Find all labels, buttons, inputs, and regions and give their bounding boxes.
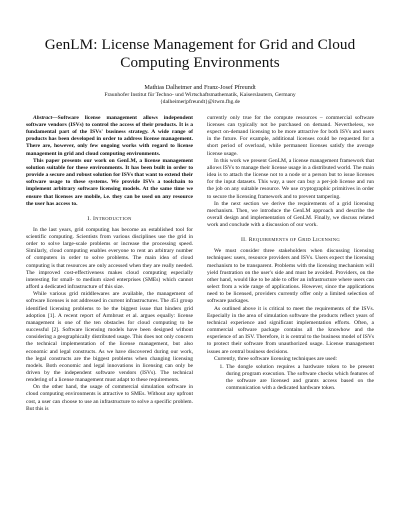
intro-paragraph-6: In the next section we derive the requirements of a grid licensing mechanism. Then, we introduce the GenLM approach and describe the overall design and implementation of GenLM. Finally, we discuss related work and conclude with a discussion of our work. <box>207 200 374 229</box>
intro-paragraph-3: On the other hand, the usage of commercial simulation software in cloud computing environments is attractive to SMEs. Without any upfront cost, a user can choose to use an infrastructure to solve a specific problem. But this is <box>26 384 193 412</box>
abstract-lead: Abstract <box>33 114 53 121</box>
paper-authors: Mathias Dalheimer and Franz-Josef Pfreundt <box>144 84 256 91</box>
two-column-body <box>26 115 374 413</box>
intro-paragraph-4: currently only true for the compute resources – commercial software licenses can typically not be purchased on demand. Nevertheless, we expect on-demand licensing to be more attractive for both ISVs and users in the future. For example, additional licenses could be requested for a short period of overload, while permanent licenses satisfy the average license usage. <box>207 114 374 157</box>
intro-paragraph-2: While various grid middlewares are available, the management of software licenses is not addressed in current infrastructures. The 451 group identified licensing problems to be the biggest issue that hinders grid adoption [1]. A recent report of Armbrust et al. argues equally: license management is one of the ten obstacles for cloud computing to be successful [2]. Software licensing models have been designed without considering a geographically distributed usage. This does not only concern the technical implementation of the license management, but also economic and legal constructs. As we have discovered during our work, the legal constructs are the biggest problems when changing licensing models. Both economic and legal innovations in licensing can only be driven by the independent software vendors (ISVs). The technical rendering of a license management must adapt to these requirements. <box>26 291 193 384</box>
paper-title: GenLM: License Management for Grid and Cloud Computing Environments <box>44 36 356 71</box>
paper-affiliation: Fraunhofer Institut für Techno- und Wirtschaftsmathematik, Kaiserslautern, Germany <box>104 92 296 98</box>
requirements-paragraph-2: As outlined above it is critical to meet the requirements of the ISVs. Especially in the area of simulation software the products reflect years of technical experience and significant implementation efforts. Often, a commercial software package contains all the knowhow and the experience of an ISV. Therefore, it is central to the business model of ISVs to protect their software from unauthorized usage. License management issues are central business decisions. <box>207 305 374 355</box>
abstract-text: —Software license management allows independent software vendors (ISVs) to control the access of their products. It is a fundamental part of the ISVs' business strategy. A wide range of products has been developed in order to address license management. There are, however, only few ongoing works with regard to license management in grid and cloud computing environments. <box>26 114 193 157</box>
intro-paragraph-1: In the last years, grid computing has become an established tool for scientific computing. Scientists from various disciplines use the grid in order to solve large-scale problems or increase the processing speed. Similarly, cloud computing enables everyone to rent an arbitrary number of computers in order to solve problems. The main idea of cloud computing is that resources are only accessed when they are really needed. The improved cost-effectiveness makes cloud computing especially interesting for small- to medium sized enterprises (SMEs) which cannot afford a dedicated infrastructure of this size. <box>26 226 193 291</box>
intro-paragraph-5: In this work we present GenLM, a license management framework that allows ISVs to manage their license usage in a distributed world. The main idea is to attach the license not to a node or a person but to issue licenses for the input datasets. This way, a user can buy a per-job license and run the job on any suitable resource. We use cryptographic primitives in order to secure the licensing framework and to prevent tampering. <box>207 157 374 200</box>
right-column <box>207 115 374 413</box>
left-column <box>26 115 193 413</box>
requirements-paragraph-3: Currently, three software licensing techniques are used: <box>214 355 338 362</box>
requirements-paragraph-1: We must consider three stakeholders when discussing licensing techniques: users, resource providers and ISVs. Users expect the licensing mechanism to be transparent. Problems with the licensing mechanism will yield frustration on the user's side and must be avoided. Providers, on the other hand, would like to be able to offer an infrastructure where users can select from a wide range of applications. However, since the applications need to be licensed, providers currently offer only a limited selection of software packages. <box>207 248 374 305</box>
section-heading-requirements: II. REQUIREMENTS OF GRID LICENSING <box>240 237 341 244</box>
abstract-text-2: This paper presents our work on GenLM, a license management solution suitable for these environments. It has been built in order to provide a secure and robust solution for ISVs that want to extend their software usage to these systems. We provide ISVs a toolchain to implement arbitrary software licensing models. At the same time we ensure that licenses are mobile, i.e. they can be used on any resource the user has access to. <box>26 157 193 207</box>
paper-email: {dalheimer|pfreundt}@itwm.fhg.de <box>160 99 240 106</box>
abstract <box>26 115 193 158</box>
section-heading-introduction: I. INTRODUCTION <box>87 215 132 222</box>
licensing-techniques-list <box>207 364 374 393</box>
list-item: 1. The dongle solution requires a hardware token to be present during program execution. The software checks which features of the software are licensed and grants access based on the communication with a dedicated hardware token. <box>225 364 374 393</box>
